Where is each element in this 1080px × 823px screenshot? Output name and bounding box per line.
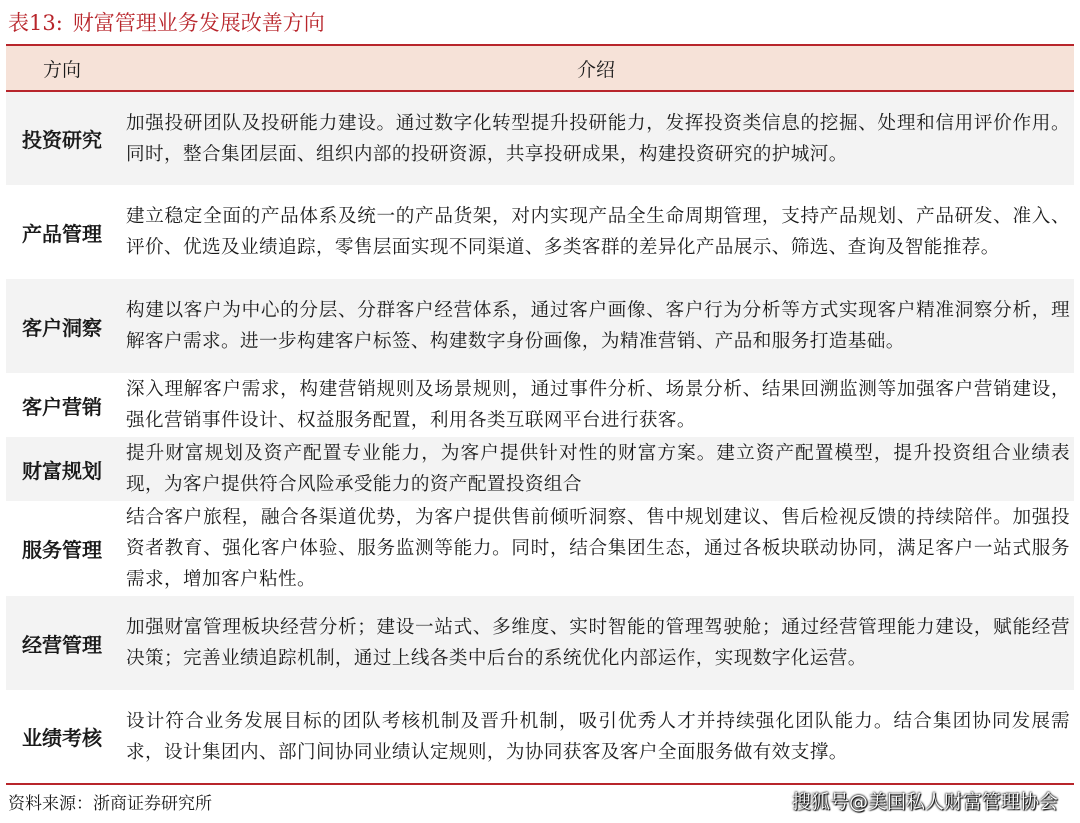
row-direction: 产品管理 [22, 221, 102, 246]
table-row [6, 690, 1074, 784]
table-number: 表13: [8, 11, 63, 35]
table-caption [8, 6, 325, 40]
strategy-table [6, 46, 1074, 785]
table-row [6, 437, 1074, 501]
header-direction: 方向 [6, 46, 118, 91]
row-direction: 客户营销 [22, 394, 102, 419]
watermark: 搜狐号@美国私人财富管理协会 [791, 791, 1058, 813]
row-direction: 财富规划 [6, 437, 118, 501]
table-row [6, 596, 1074, 690]
table-header-row [6, 46, 1074, 91]
row-direction: 经营管理 [6, 596, 118, 690]
source-note: 资料来源：浙商证券研究所 [8, 794, 212, 814]
header-introduction: 介绍 [118, 46, 1074, 91]
row-description: 加强投研团队及投研能力建设。通过数字化转型提升投研能力，发挥投资类信息的挖掘、处理和信用评价作用。同时，整合集团层面、组织内部的投研资源，共享投研成果，构建投资研究的护城河。 [118, 91, 1074, 185]
row-description: 结合客户旅程，融合各渠道优势，为客户提供售前倾听洞察、售中规划建议、售后检视反馈的持续陪伴。加强投资者教育、强化客户体验、服务监测等能力。同时，结合集团生态，通过各板块联动协同，满足客户一站式服务需求，增加客户粘性。 [126, 507, 1070, 590]
row-description: 提升财富规划及资产配置专业能力，为客户提供针对性的财富方案。建立资产配置模型，提升投资组合业绩表现，为客户提供符合风险承受能力的资产配置投资组合 [118, 437, 1074, 501]
table-row [6, 279, 1074, 373]
table-row [6, 373, 1074, 437]
row-direction: 投资研究 [6, 91, 118, 185]
table-title: 财富管理业务发展改善方向 [72, 11, 325, 35]
table-row [6, 91, 1074, 185]
row-description: 建立稳定全面的产品体系及统一的产品货架，对内实现产品全生命周期管理，支持产品规划、产品研发、准入、评价、优选及业绩追踪，零售层面实现不同渠道、多类客群的差异化产品展示、筛选、查询及智能推荐。 [126, 206, 1070, 258]
row-description: 构建以客户为中心的分层、分群客户经营体系，通过客户画像、客户行为分析等方式实现客户精准洞察分析，理解客户需求。进一步构建客户标签、构建数字身份画像，为精准营销、产品和服务打造基础。 [118, 279, 1074, 373]
row-direction: 业绩考核 [6, 690, 118, 784]
row-direction: 服务管理 [22, 538, 102, 562]
row-direction: 客户洞察 [6, 279, 118, 373]
row-description: 设计符合业务发展目标的团队考核机制及晋升机制，吸引优秀人才并持续强化团队能力。结合集团协同发展需求，设计集团内、部门间协同业绩认定规则，为协同获客及客户全面服务做有效支撑。 [118, 690, 1074, 784]
table-row [6, 185, 1074, 279]
row-description: 深入理解客户需求，构建营销规则及场景规则，通过事件分析、场景分析、结果回溯监测等加强客户营销建设，强化营销事件设计、权益服务配置，利用各类互联网平台进行获客。 [126, 379, 1070, 431]
row-description: 加强财富管理板块经营分析；建设一站式、多维度、实时智能的管理驾驶舱；通过经营管理能力建设，赋能经营决策；完善业绩追踪机制，通过上线各类中后台的系统优化内部运作，实现数字化运营。 [118, 596, 1074, 690]
table-row [6, 501, 1074, 596]
